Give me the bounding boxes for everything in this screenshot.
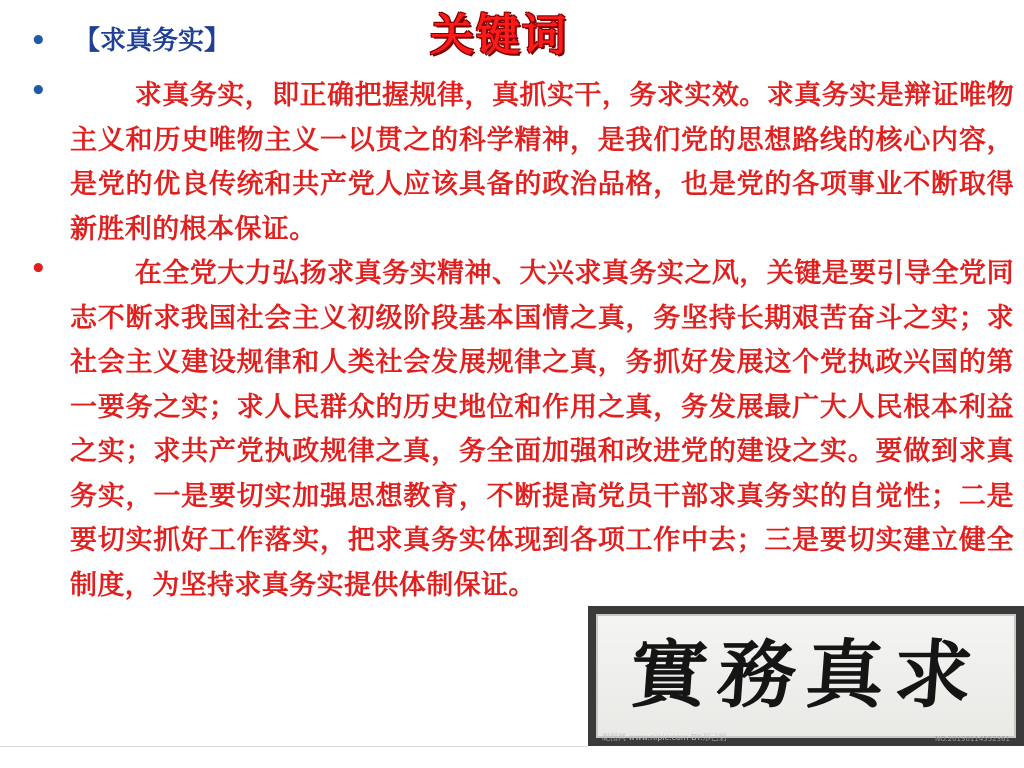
paragraph-text: 求真务实，即正确把握规律，真抓实干，务求实效。求真务实是辩证唯物主义和历史唯物主义一以贯之的科学精神，是我们党的思想路线的核心内容，是党的优良传统和共产党人应该具备的政治品格，也是党的各项事业不断取得新胜利的根本保证。	[70, 80, 1014, 245]
slide-title: 关键词	[430, 10, 568, 61]
bottom-divider	[0, 746, 588, 747]
watermark-caption: 昵图网 www.nipic.com BY:形己躬	[602, 733, 727, 742]
watermark-id: NO.20130114552361	[934, 735, 1010, 743]
calligraphy-text: 實務真求	[626, 632, 986, 719]
bullet-marker: •	[30, 76, 47, 106]
paragraph-text: 在全党大力弘扬求真务实精神、大兴求真务实之风，关键是要引导全党同志不断求我国社会主义初级阶段基本国情之真，务坚持长期艰苦奋斗之实；求社会主义建设规律和人类社会发展规律之真，务抓好发展这个党执政兴国的第一要务之实；求人民群众的历史地位和作用之真，务发展最广大人民根本利益之实；求共产党执政规律之真，务全面加强和改进党的建设之实。要做到求真务实，一是要切实加强思想教育，不断提高党员干部求真务实的自觉性；二是要切实抓好工作落实，把求真务实体现到各项工作中去；三是要切实建立健全制度，为坚持求真务实提供体制保证。	[70, 258, 1014, 601]
bullet-marker: •	[30, 254, 47, 284]
calligraphy-scroll	[596, 614, 1016, 743]
calligraphy-image	[588, 606, 1024, 746]
section-heading: 【求真务实】	[74, 26, 231, 56]
bullet-marker: •	[30, 26, 47, 56]
heading-row	[30, 28, 230, 54]
paragraph-2	[30, 252, 1014, 608]
paragraph-1	[30, 74, 1014, 252]
